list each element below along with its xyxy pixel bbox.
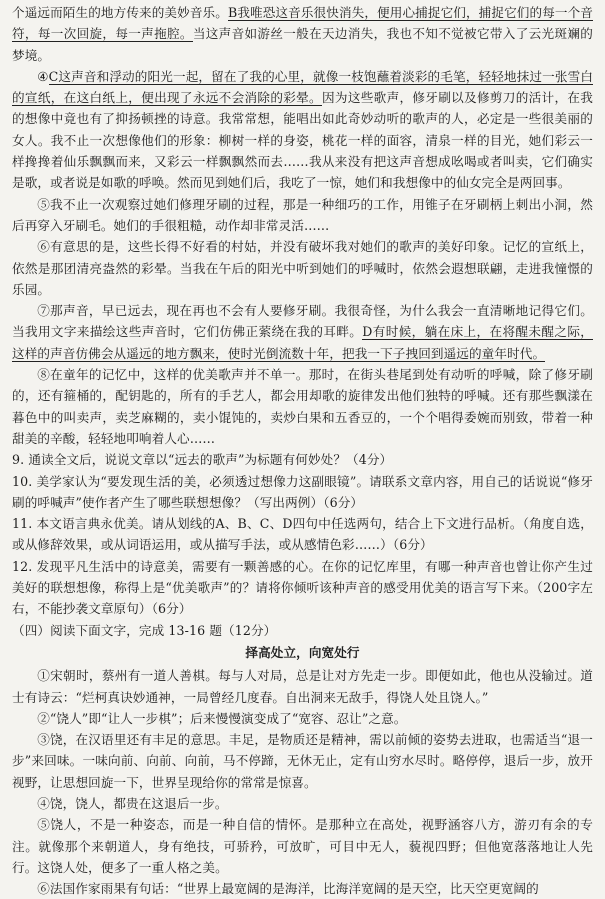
- underlined-sentence-d: D有时候，躺在床上，在将醒未醒之际，这样的声音仿佛会从遥远的地方飘来，使时光倒流数十年，把我一下子拽回到遥远的童年时代。: [12, 324, 593, 361]
- question-11: 11. 本文语言典永优美。请从划线的A、B、C、D四句中任选两句，结合上下文进行品析。（角度自选，或从修辞效果，或从词语运用，或从描写手法，或从感情色彩……）（6分）: [12, 516, 593, 553]
- passage-paragraph-7: [12, 300, 593, 364]
- article-paragraph-6: ⑥法国作家雨果有句话：“世界上最宽阔的是海洋，比海洋宽阔的是天空，比天空更宽阔的: [37, 881, 539, 897]
- article-title: 择高处立，向宽处行: [245, 644, 360, 660]
- passage-paragraph-5: ⑤我不止一次观察过她们修理牙刷的过程，那是一种细巧的工作，用锥子在牙刷柄上刺出小洞，然后再穿入牙刷毛。她们的手很粗糙，动作却非常灵活……: [12, 196, 593, 233]
- question-12: 12. 发现平凡生活中的诗意美，需要有一颗善感的心。在你的记忆库里，有哪一种声音也曾让你产生过美好的联想想像，称得上是“优美歌声”的？请将你倾听该种声音的感受用优美的语言写下来。（200字左右，不能抄袭文章原句）（6分）: [12, 558, 593, 617]
- underlined-sentence-b: B我唯恐这音乐很快消失，便用心捕捉它们，捕捉它们的每一个音符，每一次回旋，每一声拖腔。: [12, 5, 593, 42]
- text-run: 个遥远而陌生的地方传来的美妙音乐。: [12, 5, 228, 20]
- paragraph-number: ④: [37, 68, 49, 84]
- article-paragraph-4: ④饶，饶人，都贵在这退后一步。: [37, 795, 228, 811]
- question-10: 10. 美学家认为“要发现生活的美，必须透过想像力这副眼镜”。请联系文章内容，用自己的话说说“修牙刷的呼喊声”使作者产生了哪些联想想像？（写出两例）（6分）: [12, 473, 593, 510]
- underlined-sentence-c: C这声音和浮动的阳光一起，留在了我的心里，就像一枝饱蘸着淡彩的毛笔，轻轻地抹过一张雪白的宣纸，在这白纸上，便出现了永远不会消除的彩晕。: [12, 68, 594, 106]
- text-run: ⑦那声音，早已远去，现在再也不会有人要修牙刷。我很奇怪，为什么我会一直清晰地记得它们。当我用文字来描绘这些声音时，它们仿佛正萦绕在我的耳畔。: [12, 303, 593, 340]
- passage-paragraph-8: ⑧在童年的记忆中，这样的优美歌声并不单一。那时，在街头巷尾到处有动听的呼喊，除了修牙刷的，还有箍桶的，配钥匙的，所有的手艺人，都会用却歌的旋律发出他们独特的呼喊。还有那些飘漾在暮色中的叫卖声，卖芝麻糊的，卖小馄饨的，卖炒白果和五香豆的，一个个唱得委婉而别致，带着一种甜美的辛酸，轻轻地叩响着人心……: [12, 367, 593, 446]
- article-paragraph-3: ③饶，在汉语里还有丰足的意思。丰足，是物质还是精神，需以前倾的姿势去进取，也需适当“退一步”来回味。一味向前、向前、向前，马不停蹄，无休无止，定有山穷水尽时。略停停，退后一步，放开视野，让思想回旋一下，世界呈现给你的常常是惊喜。: [12, 732, 593, 790]
- passage-paragraph-4: [12, 66, 593, 194]
- section-heading: （四）阅读下面文字，完成 13-16 题（12分）: [12, 622, 277, 638]
- text-run: 当这声音如游丝一般在天边消失，我也不知不觉被它带入了云光斑斓的梦境。: [12, 26, 593, 63]
- article-paragraph-2: ②“饶人”即“让人一步棋”；后来慢慢演变成了“宽容、忍让”之意。: [37, 710, 407, 726]
- passage-paragraph-3: [12, 2, 593, 66]
- article-paragraph-1: ①宋朝时，蔡州有一道人善棋。每与人对局，总是让对方先走一步。即便如此，他也从没输过。道士有诗云：“烂柯真诀妙通神，一局曾经几度春。自出洞来无敌手，得饶人处且饶人。”: [12, 668, 593, 705]
- question-9: 9. 通读全文后，说说文章以“远去的歌声”为标题有何妙处？（4分）: [12, 452, 393, 468]
- passage-paragraph-6: ⑥有意思的是，这些长得不好看的村姑，并没有破坏我对她们的歌声的美好印象。记忆的宣纸上，依然是那团清亮盎然的彩晕。当我在午后的阳光中听到她们的呼喊时，依然会遐想联翩，走进我憧憬的乐园。: [12, 239, 593, 297]
- article-paragraph-5: ⑤饶人，不是一种姿态，而是一种自信的情怀。是那种立在高处，视野涵容八方，游刃有余的专注。就像那个来朝道人，身有绝技，可骄矜，可放旷，可目中无人，藐视四野；但他宽落落地让人先行。这饶人处，便多了一重人格之美。: [12, 817, 593, 875]
- text-run: 因为这些歌声，修牙刷以及修剪刀的活计，在我的想像中竟也有了抑扬顿挫的诗意。我常常想，能唱出如此奇妙动听的歌声的人，必定是一些很美丽的女人。我不止一次想像他们的形象：柳树一样的身姿，桃花一样的面容，清泉一样的目光，她们彩云一样搀搀着仙乐飘飘而来，又彩云一样飘飘然而去……我从来没有把这声音想成吆喝或者叫卖，它们确实是歌，或者说是如歌的呼唤。然而见到她们后，我吃了一惊，她们和我想像中的仙女完全是两回事。: [12, 90, 593, 191]
